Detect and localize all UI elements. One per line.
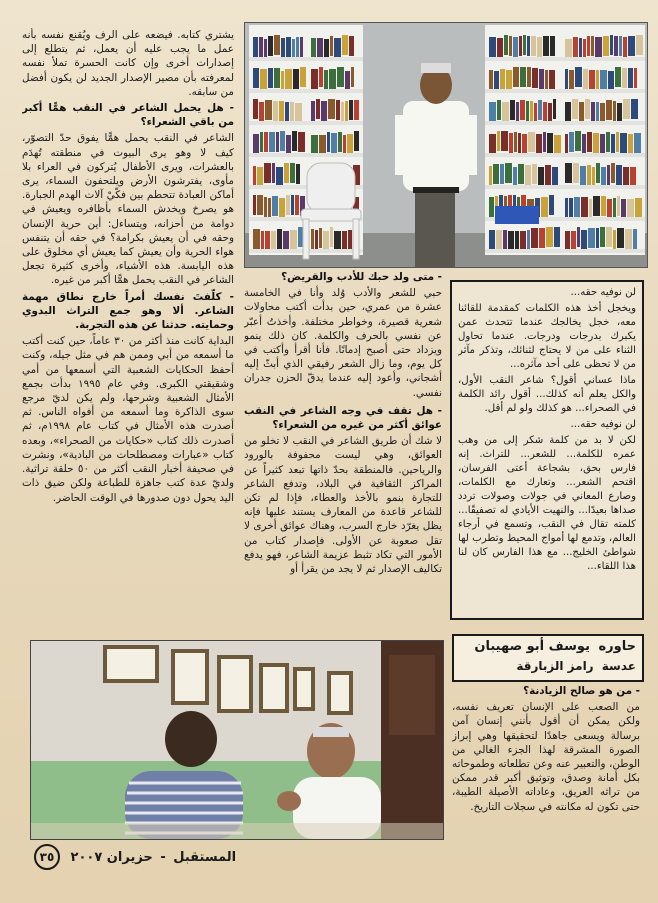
paragraph: حبي للشعر والأدب وُلد وأنا في الخامسة عشرة من عمري، حين بدأت أكتب محاولات شعرية قصيرة، وخواطر مختلفة. وأخذتُ أعبّر عن نفسي بالحرف والكلمة. كان ذلك ينمو ويزداد حتى أصبح إدمانًا. فأنا أقرأ وأكتب في كل يوم، وما زال الشعر رفيقي الذي أبثّ إليه أشجاني، وأعود إليه عندما يدقّ الحزن جدران نفسي.	[244, 287, 442, 399]
camera-name: رامز الزبارقة	[516, 659, 594, 673]
magazine-name: المستقبل	[173, 850, 237, 865]
question-heading: - هل يحمل الشاعر في النقب همًّا أكبر من باقي الشعراء؟	[22, 102, 234, 129]
conversation-illustration	[31, 641, 443, 839]
paragraph: يشتري كتابه. فيضعه على الرف ويُقنع نفسه بأنه عمل ما يجب عليه أن يعمل، ثم يتطلع إلى إصدارات أخرى وإن كانت الحسرة تملأ نفسه لمعرفته بأن مصير الإصدار الجديد لن يكون أفضل من سابقه.	[22, 29, 234, 98]
text-column-bottom-right	[452, 684, 640, 844]
camera-label: عدسة	[601, 659, 636, 673]
question-heading: - من هو صالح الزيادنة؟	[523, 685, 640, 697]
question-heading: - متى ولد حبك للأدب والقريض؟	[281, 271, 442, 283]
intro-box	[450, 280, 644, 620]
text-column-middle	[244, 270, 442, 630]
conversation-photo	[30, 640, 444, 840]
question-heading: - هل تقف في وجه الشاعر في النقب عوائق أكثر من غيره من الشعراء؟	[244, 404, 442, 432]
paragraph: ماذا عساني أقول؟ شاعر النقب الأول، والكل يعلم أنه كذلك... أقول رائد الكلمة في الصحراء... هو كذلك ولو لم أقل.	[458, 375, 636, 414]
paragraph: لا شك أن طريق الشاعر في النقب لا تخلو من العوائق، وهي ليست محفوفة بالورود والرياحين. فالمنطقة بحدّ ذاتها تبعد كثيراً عن المراكز الثقافية في البلاد، وتدفع الشاعر للتجارة بنمو بالأخذ والعطاء، فإذا لم تكن للشاعر قاعدة من المعارف يستند عليها فإنه يظل يغرّد خارج السرب، وهناك عوائق أخرى لا تقل صعوبة عن الأولى. فإصدار كتاب من الأمور التي تكاد تثبط عزيمة الشاعر، فهو يدفع تكاليف الإصدار ثم لا يجد من يقرأ أو	[244, 435, 442, 576]
issue-date: حزيران ٢٠٠٧	[70, 850, 153, 865]
paragraph: الشاعر في النقب يحمل همًّا يفوق حدّ التصوّر، كيف لا وهو يرى البيوت في منطقته تُهدَم بالعشرات، ويرى الأطفال يُتركون في العراء بلا مأوى، يفترشون الأرض ويلتحفون السماء، يرى أماكن العبادة تتحطم بين فكّيْ آلات الهدم الجبارة. هو يصرخ ويخدش السماء بأظافره ويعيش في دوامة من أحزانه، ويتساءل: أين حرية الإنسان وحقه في أن يعيش بكرامة؟ في حقه أن يتنفس هواء الحرية وأن يعيش كما يعيش أي مخلوق على هذه اليابسة. هذه الأشياء، وأخرى كثيرة تجعل الشاعر في النقب يحمل همًّا أكبر من غيره.	[22, 132, 234, 287]
interviewer-label: حاوره	[598, 639, 636, 654]
paragraph: من الصعب على الإنسان تعريف نفسه، ولكن يمكن أن أقول بأنني إنسان آمن برسالة ويسعى جاهدًا لتحقيقها وهي إبراز الصورة المشرقة لهذا الجزء الغالي من الوطن، والتعبير عنه وعن تطلعاته وطموحاته بكل أمانة وصدق، وتوثيق أكبر قدر ممكن من تراثه العريق، وعاداته الأصيلة الطيبة، حتى تكون له مكانته في سجلات التاريخ.	[452, 701, 640, 813]
interviewer-name: يوسف أبو صهيبان	[474, 639, 590, 654]
paragraph: لن نوفيه حقه...	[570, 419, 636, 430]
paragraph: لن نوفيه حقه...	[570, 287, 636, 298]
bookshelf-illustration	[245, 23, 647, 267]
text-column-left-top	[22, 28, 234, 640]
paragraph: البداية كانت منذ أكثر من ٣٠ عاماً، حين كنت أكتب ما أسمعه من أبي وممن هم في مثل جيله، وكنت أحفظ الحكايات الشعبية التي أسمعها من أمي وشقيقتي الكبرى. وفي عام ١٩٩٥ بدأت بجمع الأمثال الشعبية وشرحها، ولم يكن لديّ مرجع سوى الذاكرة وما أسمعه من أفواه الناس. ثم أصدرت هذه الأمثال في كتاب عام ١٩٩٨م، ثم أصدرت ذلك كتاب «حكايات من الصحراء»، وبعده كتاب «عبارات ومصطلحات من البادية»، ونشرت في صحيفة أخبار النقب أكثر من ٥٠ حلقة تراثية. ولديّ عدة كتب جاهزة للطباعة ولكن ضيق ذات اليد يحول دون صدورها في الوقت الحاضر.	[22, 335, 234, 504]
library-photo	[244, 22, 648, 268]
question-heading: - كلّفتَ نفسك أمراً خارج نطاق مهمة الشاعر. ألا وهو جمع التراث البدوي وحمايته. حدثنا عن هذه التجربة.	[22, 290, 234, 332]
page-number: ٣٥	[34, 844, 60, 870]
paragraph: لكن لا بد من كلمة شكر إلى من وهب عمره للكلمة... للشعر... للتراث. إنه فارس بحق، بشجاعة أعتى الفرسان، اقتحم الشعر... وتعارك مع الكلمات، وصارع المعاني في جولات وصولات تردد صداها بعيدًا... والنهيت الأيادي له تصفيقًا... كلمته تقال في النقب، وتسمع في أرجاء العالم، وتدمع لها أمواج المحيط وتطرب لها شواطئ الخليج... مع هذا الفارس كان لنا هذا اللقاء...	[458, 435, 636, 572]
paragraph: ويخجل أخذ هذه الكلمات كمقدمة للقائنا معه، خجل يخالجك عندما تتحدث عمن يكبرك بدرجات ودرجات. عندما تحاول الثناء على من لا يحتاج لثنائك، وتذكر مآثر من لا تحظى على أحد مآثره...	[458, 303, 636, 370]
page-footer: المستقبل - حزيران ٢٠٠٧ ٣٥	[34, 844, 236, 870]
credits-box	[452, 634, 644, 682]
